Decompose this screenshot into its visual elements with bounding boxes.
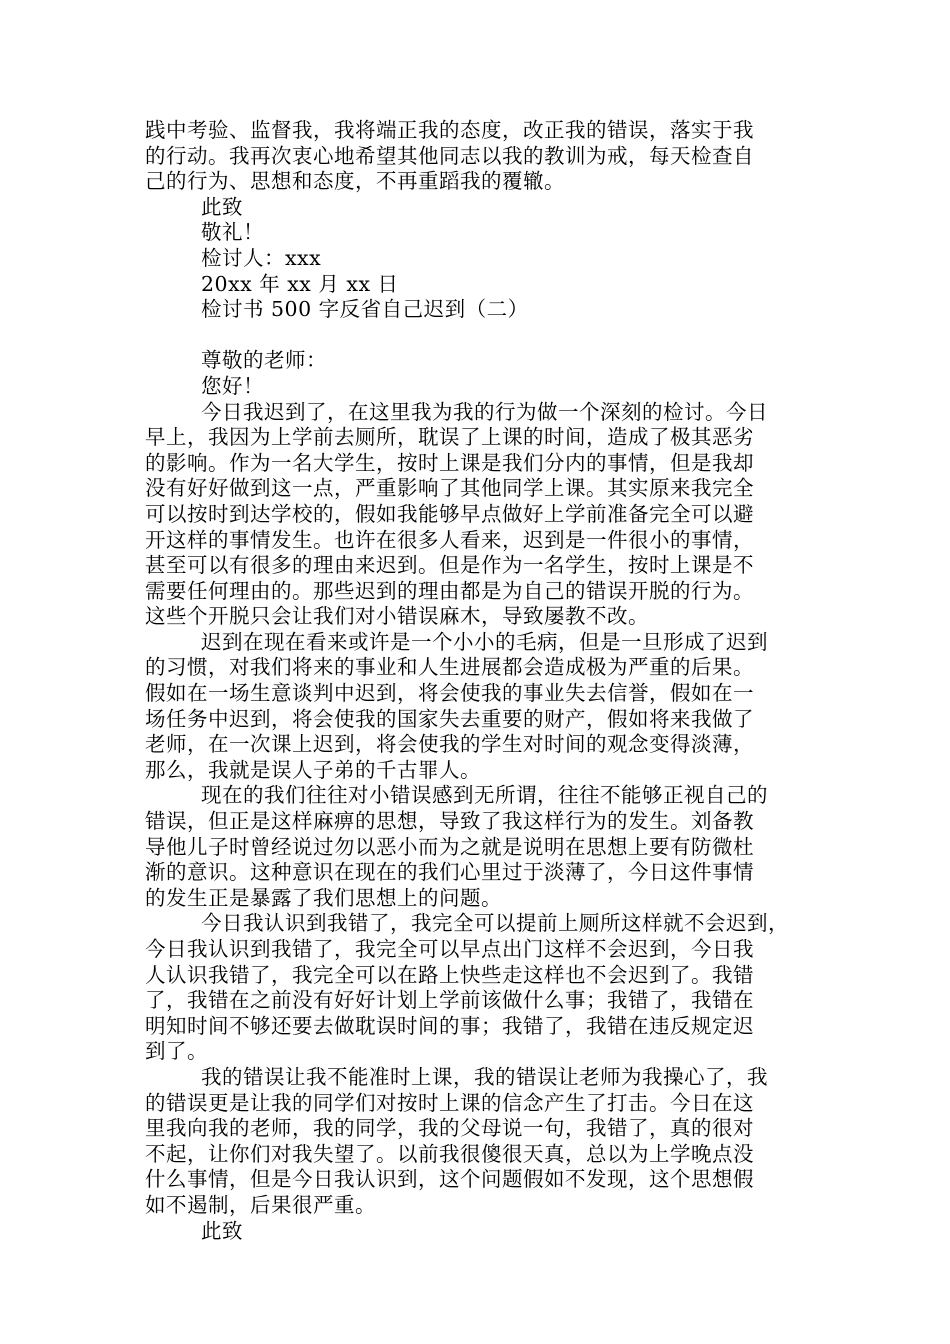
text-line: 践中考验、监督我，我将端正我的态度，改正我的错误，落实于我 [145, 118, 754, 142]
text-line: 如不遏制，后果很严重。 [145, 1192, 376, 1217]
text-line: 不起，让你们对我失望了。以前我很傻很天真，总以为上学晚点没 [145, 1141, 754, 1166]
text-line: 了，我错在之前没有好好计划上学前该做什么事；我错了，我错在 [145, 988, 754, 1013]
text-line: 我的错误让我不能准时上课，我的错误让老师为我操心了，我 [201, 1064, 768, 1089]
text-line: 这些个开脱只会让我们对小错误麻木，导致屡教不改。 [145, 604, 649, 629]
text-line: 您好！ [201, 373, 264, 398]
text-line: 检讨书 500 字反省自己迟到（二） [201, 297, 529, 322]
text-line: 迟到在现在看来或许是一个小小的毛病，但是一旦形成了迟到 [201, 629, 768, 654]
text-line: 的行动。我再次衷心地希望其他同志以我的教训为戒，每天检查自 [145, 143, 754, 168]
text-line: 今日我认识到我错了，我完全可以提前上厕所这样就不会迟到， [201, 911, 789, 936]
text-line: 人认识我错了，我完全可以在路上快些走这样也不会迟到了。我错 [145, 962, 754, 987]
text-line: 渐的意识。这种意识在现在的我们心里过于淡薄了，今日这件事情 [145, 860, 754, 885]
text-line: 甚至可以有很多的理由来迟到。但是作为一名学生，按时上课是不 [145, 553, 754, 578]
text-line: 错误，但正是这样麻痹的思想，导致了我这样行为的发生。刘备教 [145, 809, 754, 834]
text-line: 尊敬的老师： [201, 348, 327, 373]
text-line: 需要任何理由的。那些迟到的理由都是为自己的错误开脱的行为。 [145, 578, 754, 603]
text-line: 的发生正是暴露了我们思想上的问题。 [145, 885, 502, 910]
document-body [145, 118, 835, 1244]
text-line: 今日我迟到了，在这里我为我的行为做一个深刻的检讨。今日 [201, 399, 768, 424]
text-line: 可以按时到达学校的，假如我能够早点做好上学前准备完全可以避 [145, 501, 754, 526]
text-line: 的习惯，对我们将来的事业和人生进展都会造成极为严重的后果。 [145, 655, 754, 680]
text-line: 的影响。作为一名大学生，按时上课是我们分内的事情，但是我却 [145, 450, 754, 475]
text-line: 20xx 年 xx 月 xx 日 [201, 271, 399, 296]
text-line: 今日我认识到我错了，我完全可以早点出门这样不会迟到，今日我 [145, 937, 754, 961]
text-line: 敬礼！ [201, 220, 264, 245]
text-line: 导他儿子时曾经说过勿以恶小而为之就是说明在思想上要有防微杜 [145, 834, 754, 859]
text-line: 那么，我就是误人子弟的千古罪人。 [145, 757, 481, 782]
text-line: 此致 [201, 1218, 243, 1243]
text-line: 开这样的事情发生。也许在很多人看来，迟到是一件很小的事情， [145, 527, 754, 552]
text-line: 明知时间不够还要去做耽误时间的事；我错了，我错在违反规定迟 [145, 1013, 754, 1038]
text-line: 老师，在一次课上迟到，将会使我的学生对时间的观念变得淡薄， [145, 732, 754, 757]
text-line: 没有好好做到这一点，严重影响了其他同学上课。其实原来我完全 [145, 476, 754, 501]
text-line: 到了。 [145, 1039, 208, 1064]
text-line: 场任务中迟到，将会使我的国家失去重要的财产，假如将来我做了 [145, 706, 754, 731]
text-line: 现在的我们往往对小错误感到无所谓，往往不能够正视自己的 [201, 783, 768, 808]
blank-line [145, 323, 835, 349]
text-line: 里我向我的老师，我的同学，我的父母说一句，我错了，真的很对 [145, 1116, 754, 1141]
text-line: 此致 [201, 194, 243, 219]
text-line: 己的行为、思想和态度，不再重蹈我的覆辙。 [145, 169, 565, 194]
text-line: 什么事情，但是今日我认识到，这个问题假如不发现，这个思想假 [145, 1167, 754, 1192]
text-line: 检讨人：xxx [201, 245, 322, 270]
text-line: 早上，我因为上学前去厕所，耽误了上课的时间，造成了极其恶劣 [145, 425, 754, 450]
text-line: 的错误更是让我的同学们对按时上课的信念产生了打击。今日在这 [145, 1090, 754, 1115]
text-line: 假如在一场生意谈判中迟到，将会使我的事业失去信誉，假如在一 [145, 681, 754, 706]
